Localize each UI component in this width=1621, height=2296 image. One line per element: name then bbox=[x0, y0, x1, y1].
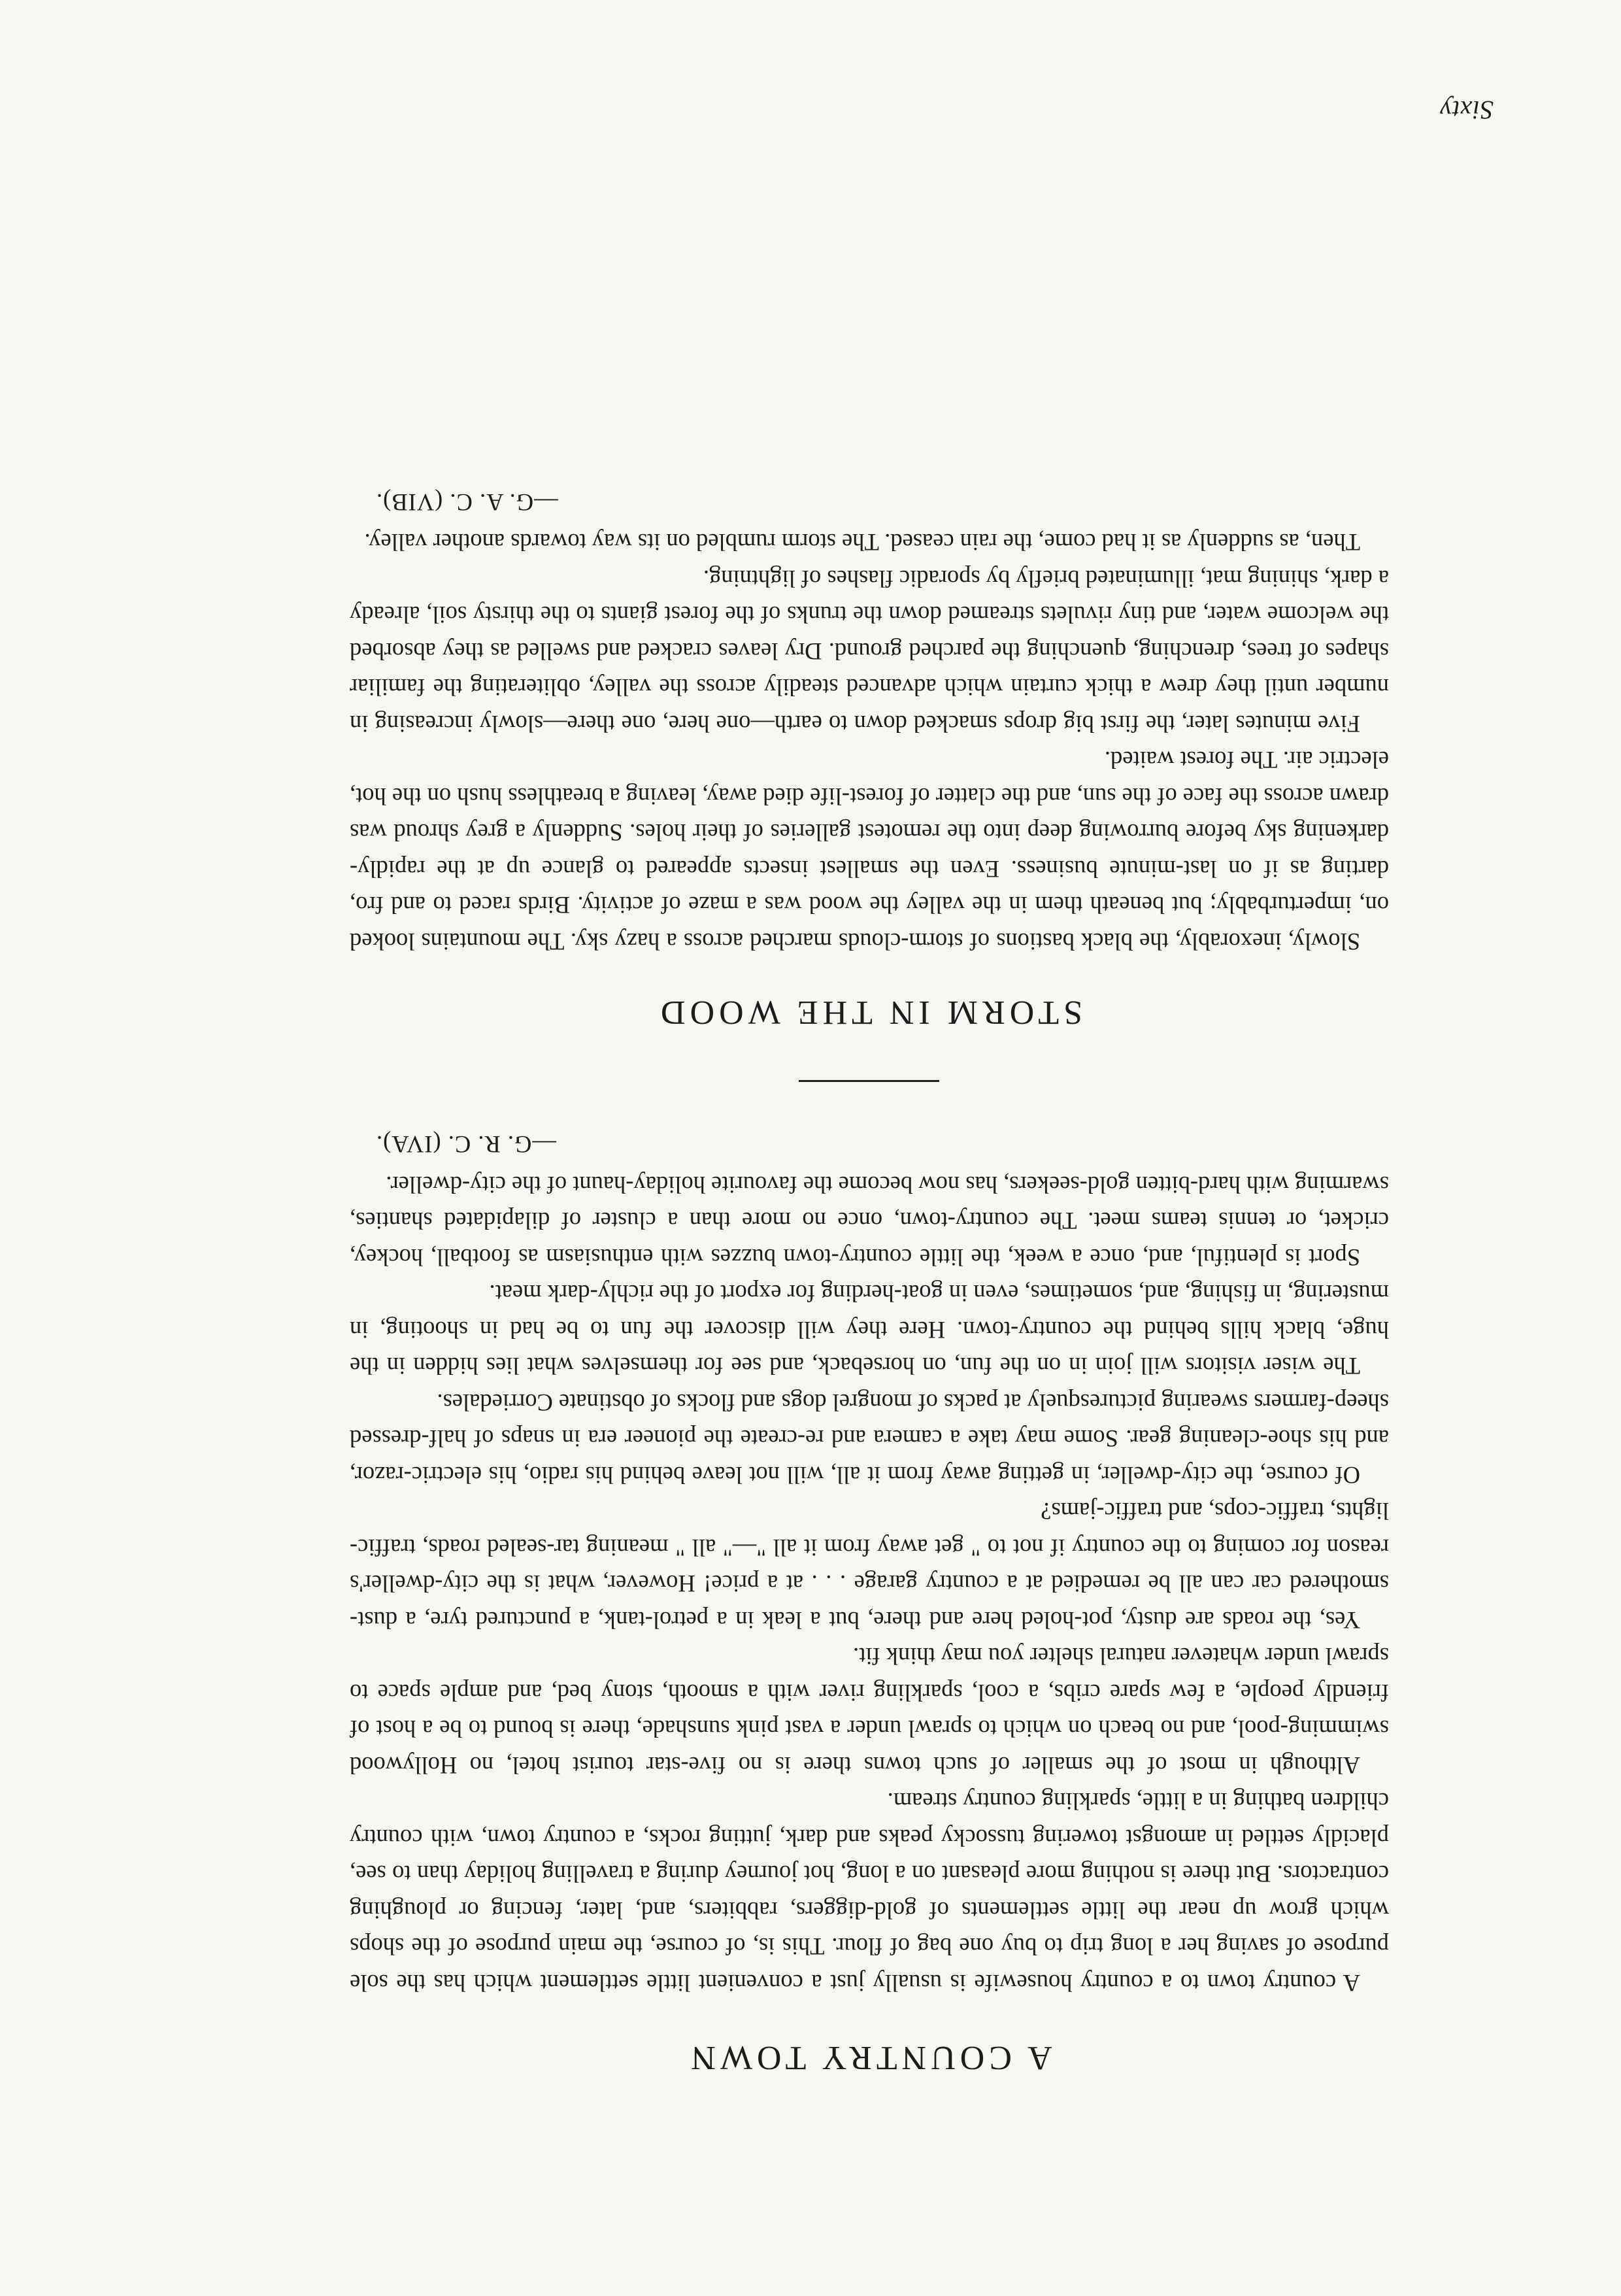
paragraph: Sport is plentiful, and, once a week, the little country-town buzzes with enthusiasm as football, hockey, cricket, or tennis teams meet. The country-town, once no more than a cluster of dilapidated shanties, swarming with hard-bitten gold-seekers, has now become the favourite holiday-haunt of the city-dweller. bbox=[350, 1172, 1389, 1271]
author-signature: —G. R. C. (IVA). bbox=[376, 1131, 556, 1158]
paragraph: The wiser visitors will join in on the fun, on horseback, and see for themselves what lies hidden in the huge, black hills behind the country-town. Here they will discover the fun to be had in shooting, in mustering, in fishing, and, sometimes, even in goat-herding for export of the richly-dark meat. bbox=[350, 1280, 1389, 1380]
paragraph: Five minutes later, the first big drops smacked down to earth—one here, one there—slowly increasing in number until they drew a thick curtain which advanced steadily across the valley, obliterating the familiar shapes of trees, drenching, quenching the parched ground. Dry leaves cracked and swelled as they absorbed the welcome water, and tiny rivulets streamed down the trunks of the forest giants to the thirsty soil, already a dark, shining mat, illuminated briefly by sporadic flashes of lightning. bbox=[350, 566, 1389, 737]
article-title-storm-in-the-wood: STORM IN THE WOOD bbox=[656, 994, 1083, 1031]
author-signature: —G. A. C. (VIB). bbox=[376, 489, 558, 516]
page-number: Sixty bbox=[1439, 95, 1494, 125]
paragraph: Then, as suddenly as it had come, the rain ceased. The storm rumbled on its way towards another valley. bbox=[364, 529, 1360, 556]
article-title-country-town: A COUNTRY TOWN bbox=[686, 2039, 1052, 2076]
paragraph: Although in most of the smaller of such towns there is no five-star tourist hotel, no Hollywood swimming-pool, and no beach on which to sprawl under a vast pink sunshade, there is bound to be a host of friendly people, a few spare cribs, a cool, sparkling river with a smooth, stony bed, and ample space to sprawl under whatever natural shelter you may think fit. bbox=[350, 1643, 1389, 1779]
paragraph: Yes, the roads are dusty, pot-holed here and there, but a leak in a petrol-tank, a punctured tyre, a dust-smothered car can all be remedied at a country garage . . . at a price! However, what is the city-dweller's reason for coming to the country if not to " get away from it all "—" all " meaning tar-sealed roads, traffic-lights, traffic-cops, and traffic-jams? bbox=[350, 1498, 1389, 1634]
paragraph: Slowly, inexorably, the black bastions of storm-clouds marched across a hazy sky. The mountains looked on, imperturbably; but beneath them in the valley the wood was a maze of activity. Birds raced to and fro, darting as if on last-minute business. Even the smallest insects appeared to glance up at the rapidly-darkening sky before burrowing deep into the remotest galleries of their holes. Suddenly a grey shroud was drawn across the face of the sun, and the clatter of forest-life died away, leaving a breathless hush on the hot, electric air. The forest waited. bbox=[350, 747, 1389, 955]
section-divider bbox=[799, 1080, 940, 1082]
paragraph: A country town to a country housewife is usually just a convenient little settlement which has the sole purpose of saving her a long trip to buy one bag of flour. This is, of course, the main purpose of the shops which grow up near the little settlements of gold-diggers, rabbiters, and, later, fencing or ploughing contractors. But there is nothing more pleasant on a long, hot journey during a travelling holiday than to see, placidly settled in amongst towering tussocky peaks and dark, jutting rocks, a country town, with country children bathing in a little, sparkling country stream. bbox=[350, 1788, 1389, 1997]
page-body bbox=[350, 484, 1389, 2078]
paragraph: Of course, the city-dweller, in getting away from it all, will not leave behind his radio, his electric-razor, and his shoe-cleaning gear. Some may take a camera and re-create the pioneer era in snaps of half-dressed sheep-farmers swearing picturesquely at packs of mongrel dogs and flocks of obstinate Corriedales. bbox=[350, 1389, 1389, 1489]
